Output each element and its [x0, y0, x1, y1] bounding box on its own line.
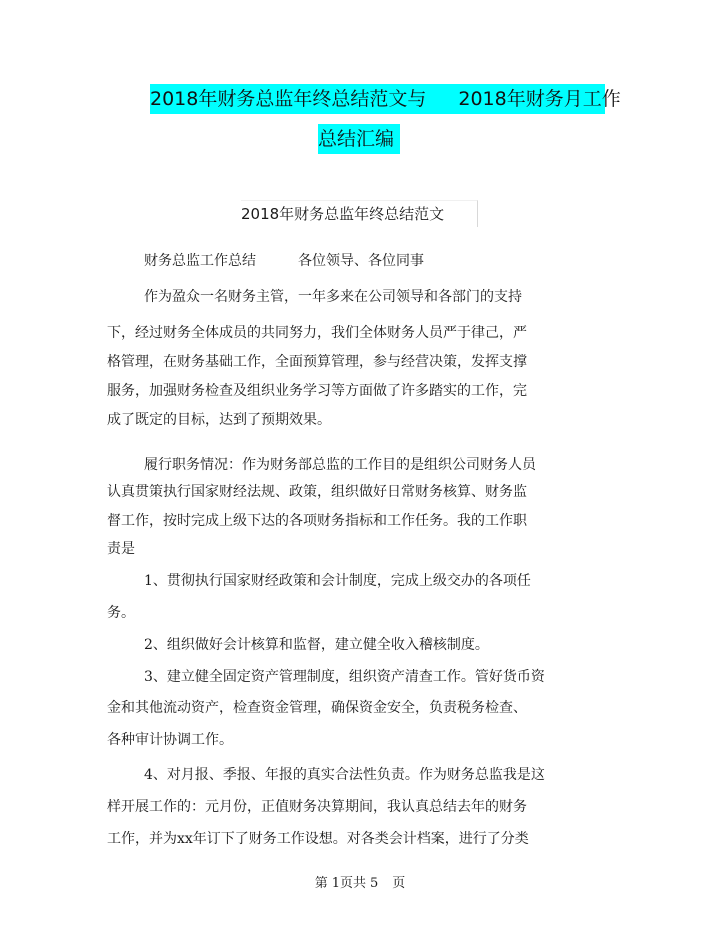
footer-total-pages: 5 — [370, 876, 379, 891]
title-part-2: 2018年财务月工作 — [458, 88, 621, 110]
list-item-line: 样开展工作的：元月份，正值财务决算期间，我认真总结去年的财务 — [107, 799, 527, 815]
footer-page-number: 1 — [331, 876, 340, 891]
list-item-line: 4、对月报、季报、年报的真实合法性负责。作为财务总监我是这 — [144, 767, 545, 783]
document-title-line-1 — [150, 84, 621, 114]
footer-suffix: 页 — [392, 876, 406, 891]
paragraph-line: 成了既定的目标，达到了预期效果。 — [107, 412, 331, 428]
paragraph-line: 格管理，在财务基础工作，全面预算管理，参与经营决策，发挥支撑 — [107, 354, 527, 370]
salutation-line — [144, 250, 424, 272]
paragraph-line: 履行职务情况：作为财务部总监的工作目的是组织公司财务人员 — [144, 457, 536, 473]
title-part-1: 2018年财务总监年终总结范文与 — [150, 88, 427, 110]
list-item-line: 3、建立健全固定资产管理制度，组织资产清查工作。管好货币资 — [144, 669, 545, 685]
list-item-line: 工作，并为xx年订下了财务工作设想。对各类会计档案，进行了分类 — [107, 831, 529, 847]
paragraph-line: 服务，加强财务检查及组织业务学习等方面做了许多踏实的工作，完 — [107, 383, 527, 399]
paragraph-line: 督工作，按时完成上级下达的各项财务指标和工作任务。我的工作职 — [107, 513, 527, 529]
paragraph-line: 作为盈众一名财务主管，一年多来在公司领导和各部门的支持 — [144, 289, 522, 305]
document-title-line-2: 总结汇编 — [318, 124, 400, 154]
page-footer — [0, 874, 720, 894]
paragraph-line: 认真贯策执行国家财经法规、政策，组织做好日常财务核算、财务监 — [107, 484, 527, 500]
list-item-line: 各种审计协调工作。 — [107, 732, 233, 748]
heading-right: 各位领导、各位同事 — [298, 253, 424, 269]
footer-prefix: 第 — [314, 876, 328, 891]
heading-left: 财务总监工作总结 — [144, 253, 256, 269]
section-subtitle: 2018年财务总监年终总结范文 — [241, 200, 478, 227]
list-item-line: 2、组织做好会计核算和监督，建立健全收入稽核制度。 — [144, 637, 489, 653]
paragraph-line: 下，经过财务全体成员的共同努力，我们全体财务人员严于律己，严 — [107, 325, 527, 341]
list-item-line: 务。 — [107, 605, 135, 621]
list-item-line: 金和其他流动资产，检查资金管理，确保资金安全，负责税务检查、 — [107, 700, 527, 716]
footer-middle: 页共 — [339, 876, 366, 891]
paragraph-line: 责是 — [107, 541, 135, 557]
list-item-line: 1、贯彻执行国家财经政策和会计制度，完成上级交办的各项任 — [144, 573, 531, 589]
